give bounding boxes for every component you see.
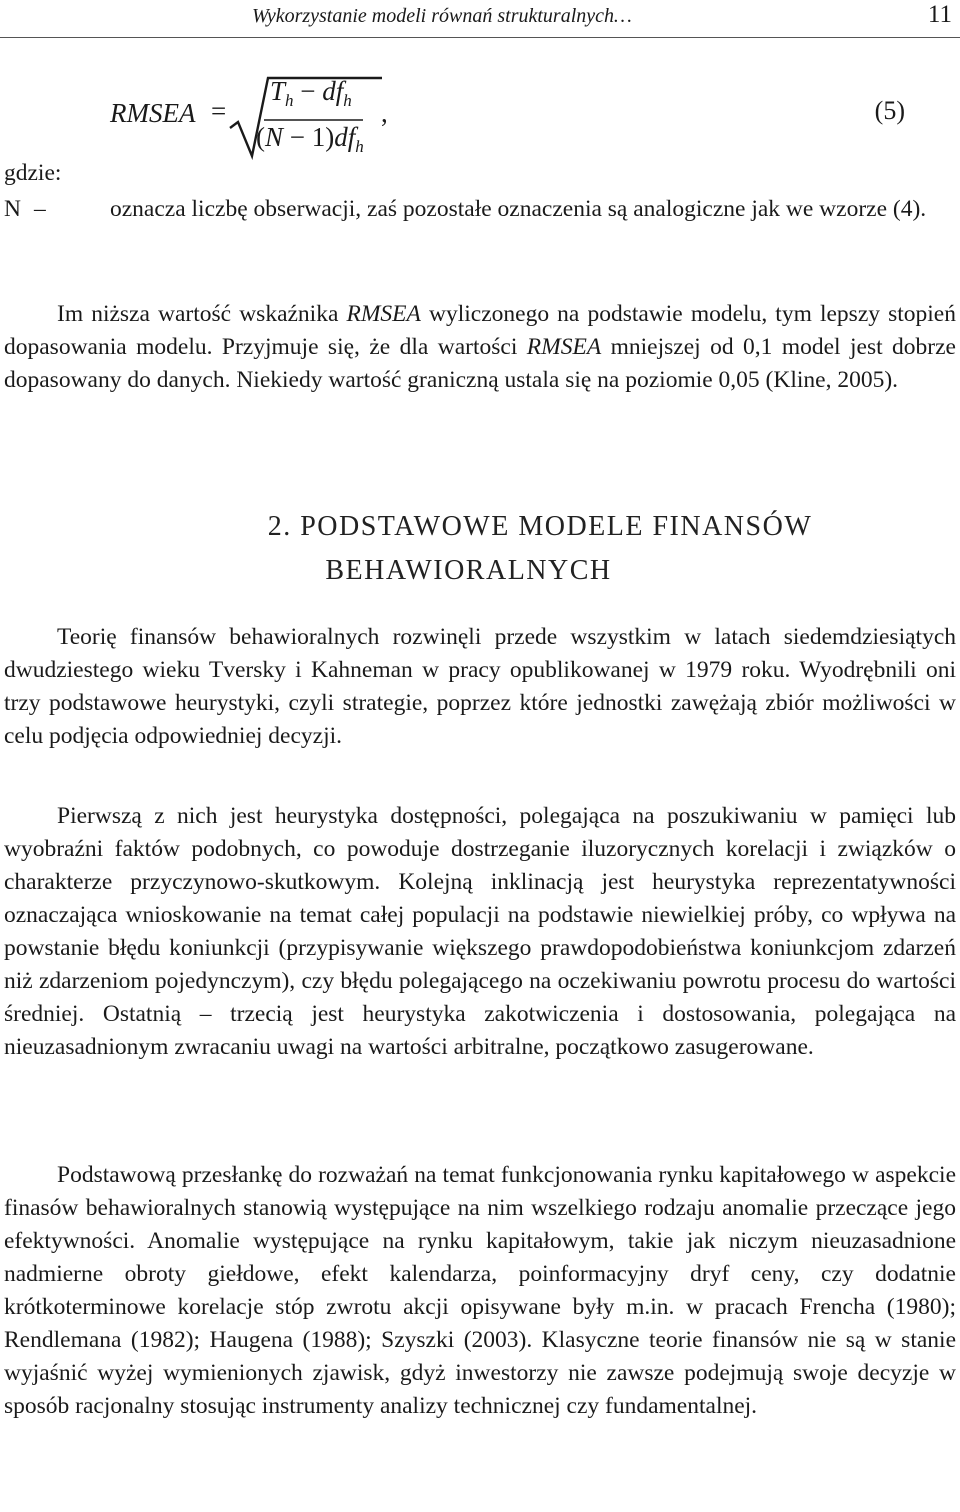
paragraph-2: Pierwszą z nich jest heurystyka dostępności, polegająca na poszukiwaniu w pamięci lub wyobraźni faktów podobnych, co powoduje dostrzeganie iluzorycznych korelacji i związków o charakterze przyczynowo-skutkowym. Kolejną inklinacją jest heurystyka reprezentatywności oznaczająca wnioskowanie na temat całej populacji na podstawie niewielkiej próby, co wpływa na powstanie błędu koniunkcji (przypisywanie większego prawdopodobieństwa koniunkcjom zdarzeń niż zdarzeniom pojedynczym), czy błędu polegającego na oczekiwaniu powrotu procesu do wartości średniej. Ostatnią – trzecią jest heurystyka zakotwiczenia i dostosowania, polegająca na nieuzasadnionym zwracaniu uwagi na wartości arbitralne, początkowo zasugerowane. xyxy=(4,803,956,1060)
den-N: N xyxy=(265,122,284,152)
formula-comma: , xyxy=(381,98,388,128)
den-rest: − 1) xyxy=(283,122,335,152)
page-number: 11 xyxy=(927,1,952,28)
formula-equals: = xyxy=(211,96,227,126)
legend-dash: – xyxy=(34,196,46,222)
den-sub: h xyxy=(355,137,364,156)
num-sub-1: h xyxy=(285,91,294,110)
den-open: ( xyxy=(256,122,265,152)
rmsea-italic-1: RMSEA xyxy=(346,301,421,327)
section-heading xyxy=(0,505,960,593)
header-rule xyxy=(0,37,960,38)
formula-denominator xyxy=(256,122,364,156)
legend-description: oznacza liczbę obserwacji, zaś pozostałe oznaczenia są analogiczne jak we wzorze (4). xyxy=(110,196,927,222)
section-heading-line-2: BEHAWIORALNYCH xyxy=(325,555,612,586)
paragraph-3: Podstawową przesłankę do rozważań na temat funkcjonowania rynku kapitałowego w aspekcie finasów behawioralnych stanowią występujące na nim wszelkiego rodzaju anomalie przeczące jego efektywności. Anomalie występujące na rynku kapitałowym, takie jak niczym nieuzasadnione nadmierne obroty giełdowe, efekt kalendarza, poinformacyjny dryf ceny, czy dodatnie krótkoterminowe korelacje stóp zwrotu akcji opisywane były m.in. w pracach Frencha (1980); Rendlemana (1982); Haugena (1988); Szyszki (2003). Klasyczne teorie finansów nie są w stanie wyjaśnić wyżej wymienionych zjawisk, gdyż inwestorzy nie zawsze podejmują swoje decyzje w sposób racjonalny stosując instrumenty analizy technicznej czy fundamentalnej. xyxy=(4,1162,956,1419)
rmsea-text-1: Im niższa wartość wskaźnika xyxy=(57,301,347,327)
num-minus: − xyxy=(293,76,323,106)
num-df: df xyxy=(322,76,344,106)
paragraph-rmsea xyxy=(4,298,956,397)
legend-intro: gdzie: xyxy=(4,160,62,186)
equation-number: (5) xyxy=(874,96,905,125)
section-heading-line-1: 2. PODSTAWOWE MODELE FINANSÓW xyxy=(267,511,813,542)
legend-symbol: N xyxy=(4,196,21,222)
den-df: df xyxy=(334,122,356,152)
rmsea-text-2: wyliczonego na podstawie modelu, tym lepszy stopień dopasowania modelu. Przyjmuje się, że dla wartości xyxy=(4,301,956,360)
formula-numerator xyxy=(270,76,352,110)
num-sub-2: h xyxy=(343,91,352,110)
formula-lhs: RMSEA xyxy=(110,98,196,128)
legend-entry xyxy=(4,193,956,225)
paragraph-1: Teorię finansów behawioralnych rozwinęli przede wszystkim w latach siedemdziesiątych dwudziestego wieku Tversky i Kahneman w pracy opublikowanej w 1979 roku. Wyodrębnili oni trzy podstawowe heurystyki, czyli strategie, poprzez które jednostki zawężają zbiór możliwości w celu podjęcia odpowiedniej decyzji. xyxy=(4,624,956,749)
num-T: T xyxy=(270,76,286,106)
rmsea-formula xyxy=(0,60,960,160)
rmsea-text-3: mniejszej od 0,1 model jest dobrze dopasowany do danych. Niekiedy wartość graniczną ustala się na poziomie 0,05 (Kline, 2005). xyxy=(4,334,956,393)
running-header xyxy=(0,0,960,40)
running-title: Wykorzystanie modeli równań strukturalnych… xyxy=(252,5,632,27)
rmsea-italic-2: RMSEA xyxy=(526,334,602,360)
